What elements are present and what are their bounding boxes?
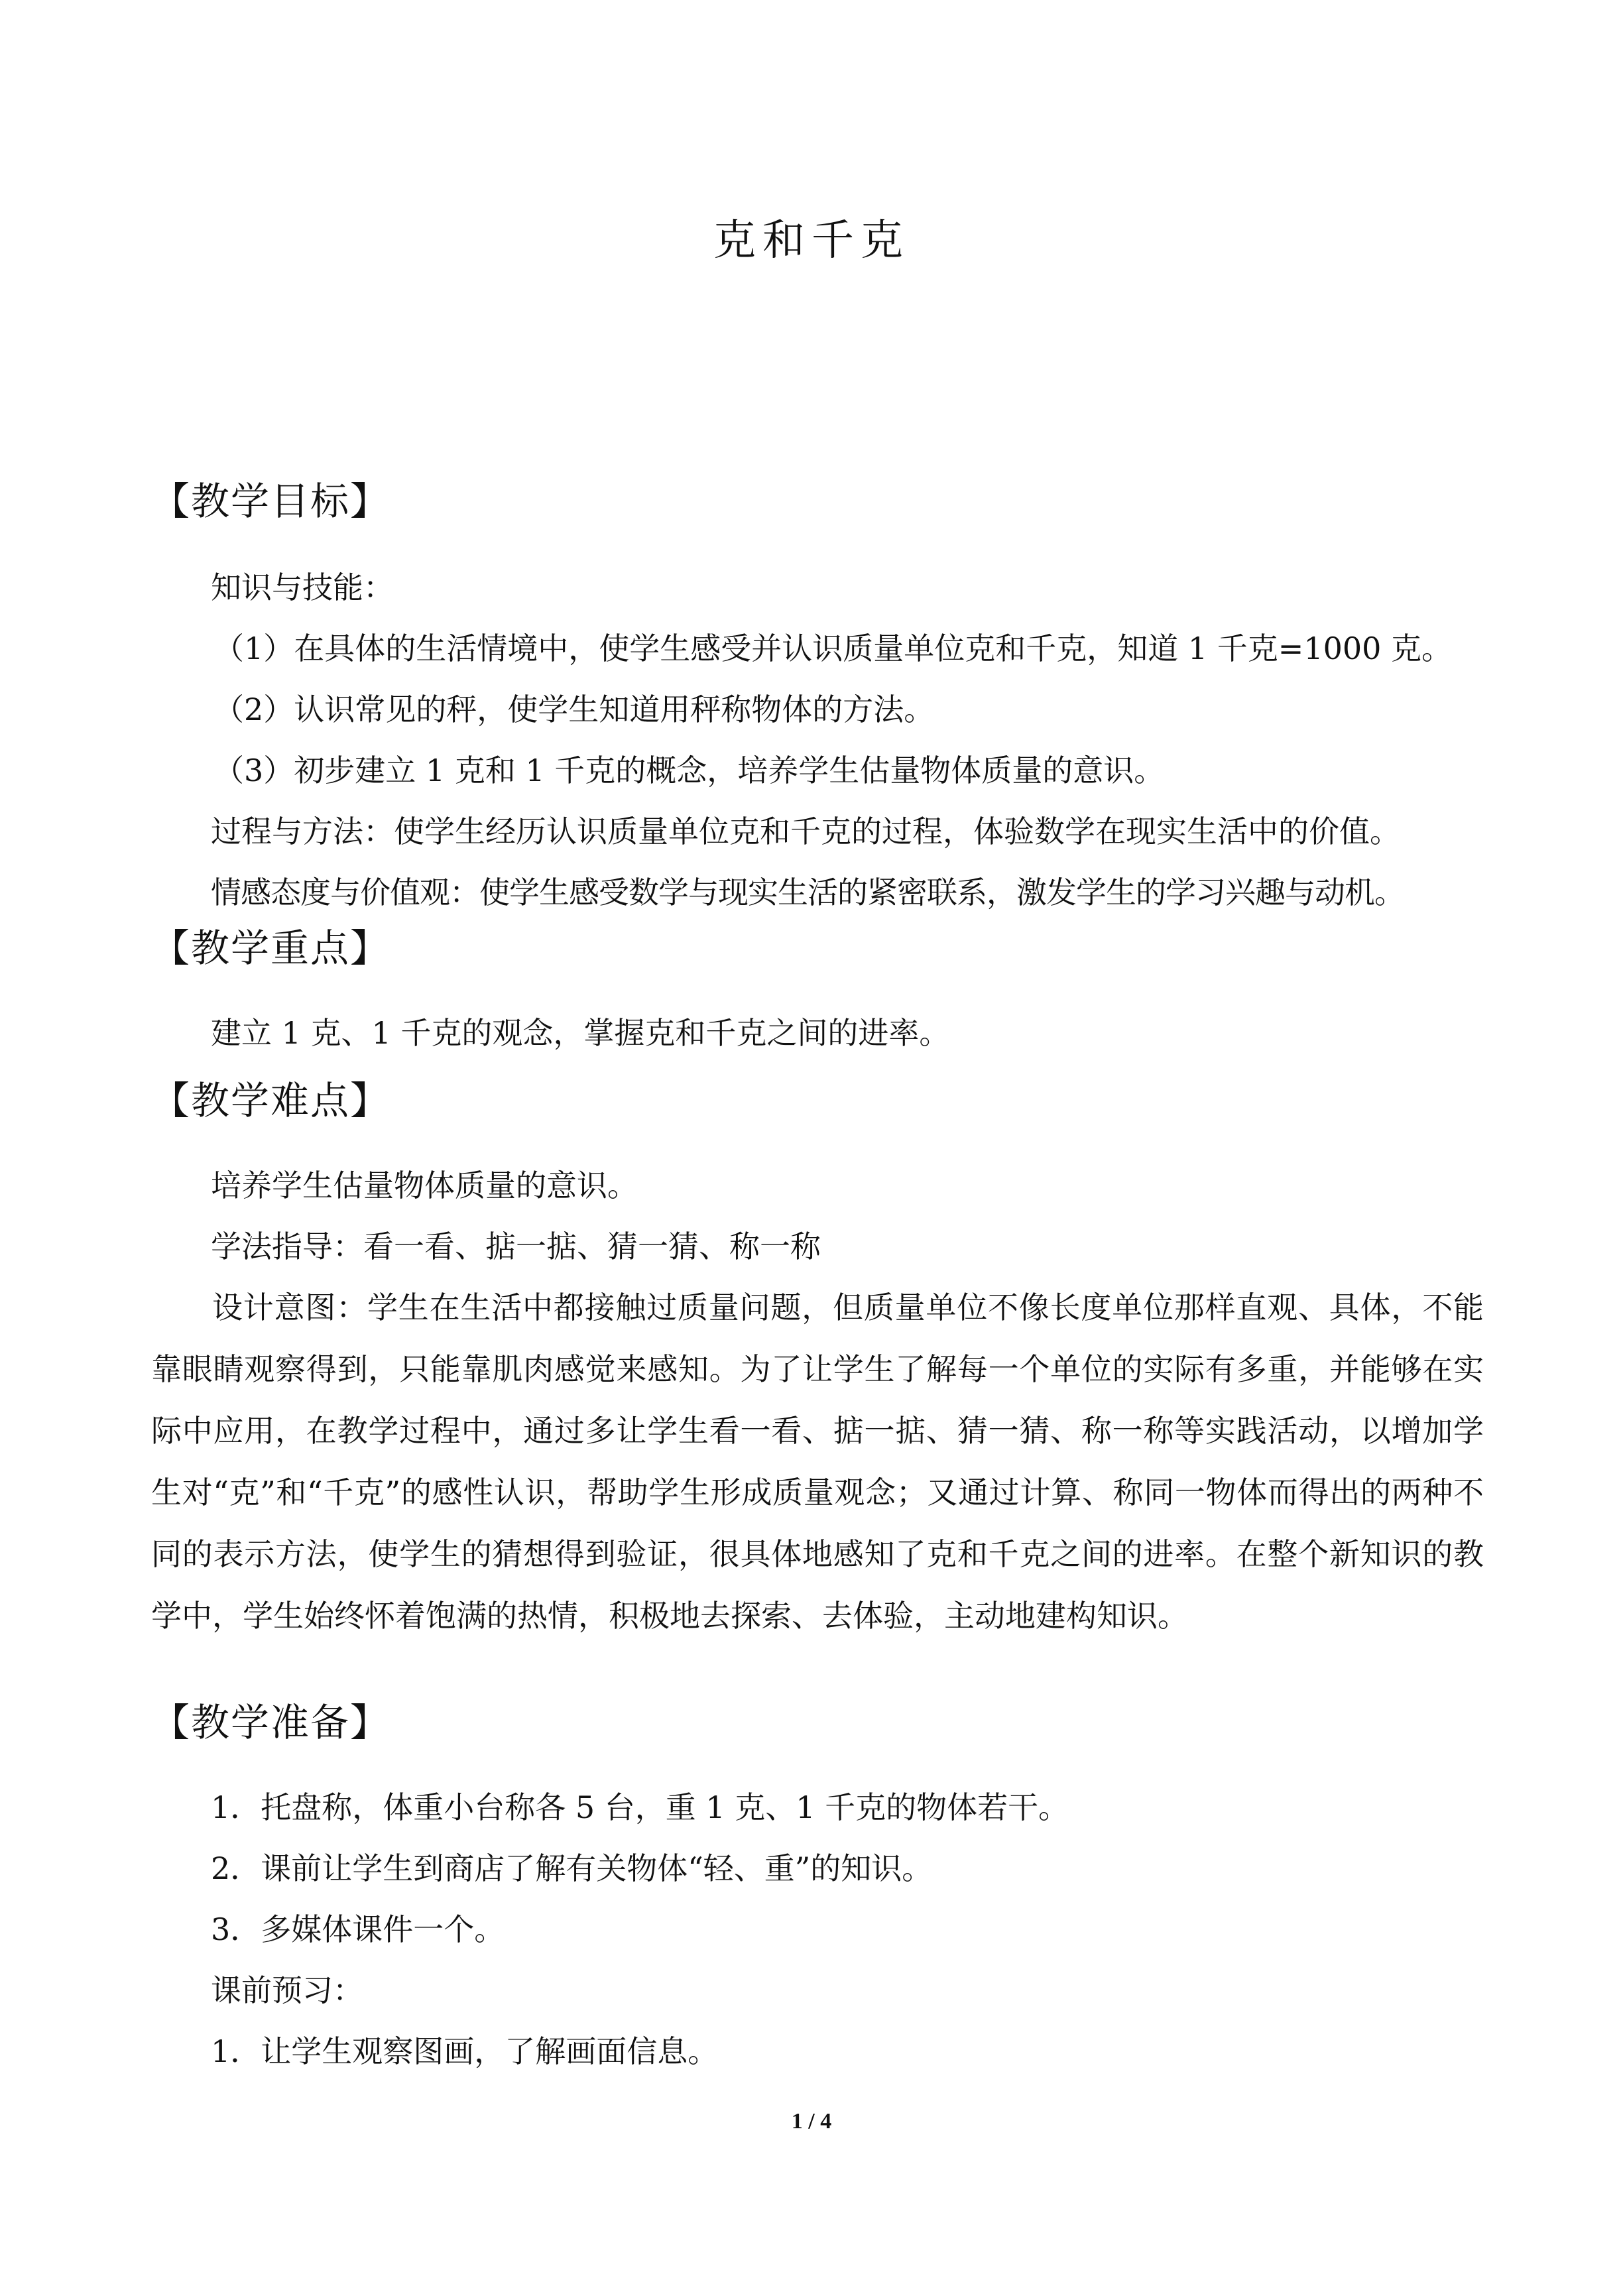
goals-line: 知识与技能： (211, 570, 394, 605)
document-title: 克和千克 (713, 216, 910, 265)
difficulties-line: 学法指导：看一看、掂一掂、猜一猜、称一称 (211, 1229, 821, 1264)
goals-line: （2）认识常见的秤，使学生知道用秤称物体的方法。 (213, 692, 935, 727)
preparation-line: 3．多媒体课件一个。 (211, 1911, 505, 1947)
goals-line: 情感态度与价值观：使学生感受数学与现实生活的紧密联系，激发学生的学习兴趣与动机。 (211, 875, 1404, 910)
goals-line: 过程与方法：使学生经历认识质量单位克和千克的过程，体验数学在现实生活中的价值。 (211, 814, 1400, 849)
design-intent-paragraph: 设计意图：学生在生活中都接触过质量问题，但质量单位不像长度单位那样直观、具体，不能靠眼睛观察得到，只能靠肌肉感觉来感知。为了让学生了解每一个单位的实际有多重，并能够在实际中应用，在教学过程中，通过多让学生看一看、掂一掂、猜一猜、称一称等实践活动，以增加学生对“克”和“千克”的感性认识，帮助学生形成质量观念；又通过计算、称同一物体而得出的两种不同的表示方法，使学生的猜想得到验证，很具体地感知了克和千克之间的进率。在整个新知识的教学中，学生始终怀着饱满的热情，积极地去探索、去体验，主动地建构知识。 (151, 1290, 1484, 1634)
preparation-line: 1．让学生观察图画，了解画面信息。 (211, 2033, 719, 2069)
heading-key-points: 【教学重点】 (151, 926, 391, 971)
page-number: 1 / 4 (791, 2109, 832, 2134)
heading-teaching-goals: 【教学目标】 (151, 479, 391, 524)
goals-line: （1）在具体的生活情境中，使学生感受并认识质量单位克和千克，知道 1 千克=1000 克。 (213, 631, 1453, 666)
heading-preparation: 【教学准备】 (151, 1700, 391, 1745)
preparation-line: 1．托盘称，体重小台称各 5 台，重 1 克、1 千克的物体若干。 (211, 1789, 1069, 1825)
key-points-line: 建立 1 克、1 千克的观念，掌握克和千克之间的进率。 (211, 1015, 950, 1051)
preparation-line: 2．课前让学生到商店了解有关物体“轻、重”的知识。 (211, 1850, 933, 1886)
difficulties-line: 培养学生估量物体质量的意识。 (211, 1168, 638, 1203)
goals-line: （3）初步建立 1 克和 1 千克的概念，培养学生估量物体质量的意识。 (213, 753, 1165, 788)
preparation-line: 课前预习： (211, 1972, 363, 2008)
heading-difficulties: 【教学难点】 (151, 1078, 391, 1123)
